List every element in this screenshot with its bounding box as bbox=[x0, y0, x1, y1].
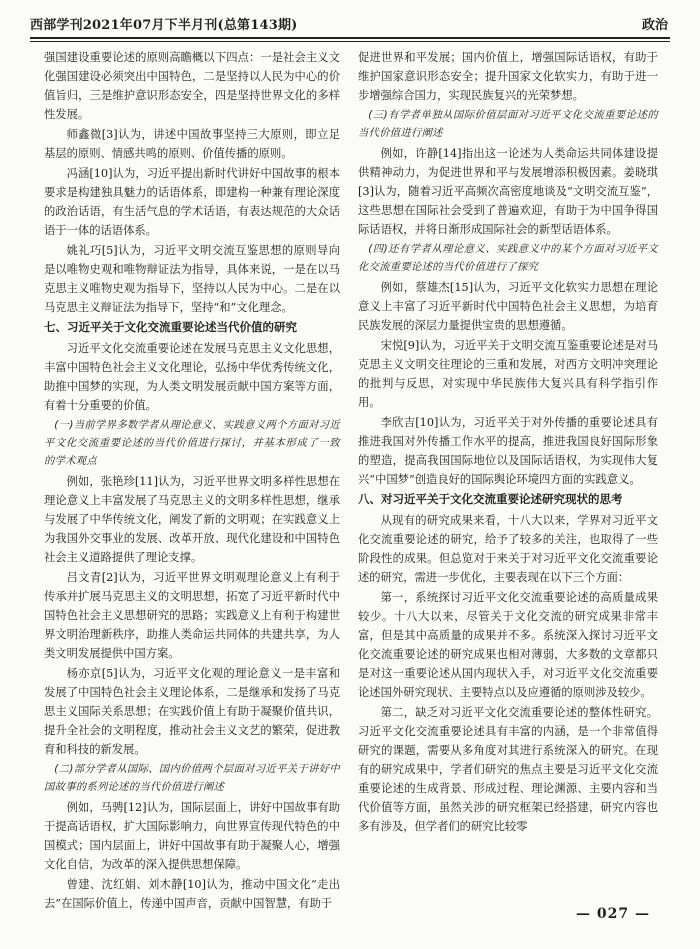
body-paragraph: 第二，缺乏对习近平文化交流重要论述的整体性研究。习近平文化交流重要论述具有丰富的内涵，是一个非常值得研究的课题，需要从多角度对其进行系统深入的研究。在现有的研究成果中，学者们研究的焦点主要是习近平文化交流重要论述的生成背景、形成过程、理论渊源、主要内容和当代价值等方面，虽然关涉的研究框架已经搭建，研究内容也多有涉及，但学者们的研究比较零 bbox=[358, 706, 658, 833]
body-paragraph: 姚礼巧[5]认为，习近平文明交流互鉴思想的原则导向是以唯物史观和唯物辩证法为指导，具体来说，一是在以马克思主义唯物史观为指导下，坚持以人民为中心。二是在以马克思主义辩证法为指导下，坚持“和”文化理念。 bbox=[44, 244, 340, 314]
subsection-heading: (二)部分学者从国际、国内价值两个层面对习近平关于讲好中国故事的系列论述的当代价值进行阐述 bbox=[44, 763, 340, 793]
body-paragraph: 吕文青[2]认为，习近平世界文明观理论意义上有利于传承并扩展马克思主义的文明思想，拓宽了习近平新时代中国特色社会主义思想研究的思路；实践意义上有利于构建世界文明治理新秩序，助推人类命运共同体的共建共享，为人类文明发展提供中国方案。 bbox=[44, 571, 340, 660]
body-paragraph: 例如，蔡雄杰[15]认为，习近平文化软实力思想在理论意义上丰富了习近平新时代中国特色社会主义思想，为培育民族发展的深层力量提供宝贵的思想遵循。 bbox=[358, 281, 658, 332]
section-heading: 七、习近平关于文化交流重要论述当代价值的研究 bbox=[44, 320, 297, 334]
body-paragraph: 例如，许静[14]指出这一论述为人类命运共同体建设提供精神动力，为促进世界和平与发展增添积极因素。姜晓琪[3]认为，随着习近平高频次高密度地谈及“文明交流互鉴”，这些思想在国际社会受到了普遍欢迎，有助于为中国争得国际话语权，并将日渐形成国际社会的新型话语体系。 bbox=[358, 147, 658, 236]
subsection-heading: (三)有学者单独从国际价值层面对习近平文化交流重要论述的当代价值进行阐述 bbox=[358, 109, 658, 139]
body-paragraph: 冯涵[10]认为，习近平提出新时代讲好中国故事的根本要求是构建独具魅力的话语体系，即建构一种兼有理论深度的政治话语，有生活气息的学术话语，有表达规范的大众话语于一体的话语体系。 bbox=[44, 167, 340, 237]
journal-issue: 2021年07月下半月刊(总第143期) bbox=[82, 18, 298, 33]
page-number: — 027 — bbox=[576, 906, 650, 922]
body-paragraph: 曾建、沈红娟、刘木静[10]认为，推动中国文化“走出去”在国际价值上，传递中国声音，贡献中国智慧，有助于 bbox=[44, 878, 340, 910]
left-column bbox=[44, 48, 340, 910]
body-paragraph: 习近平文化交流重要论述在发展马克思主义文化思想，丰富中国特色社会主义文化理论，弘扬中华优秀传统文化，助推中国梦的实现，为人类文明发展贡献中国方案等方面，有着十分重要的价值。 bbox=[44, 342, 340, 412]
journal-header-title bbox=[30, 14, 298, 33]
body-paragraph: 李欣吉[10]认为，习近平关于对外传播的重要论述具有推进我国对外传播工作水平的提高，推进我国良好国际形象的塑造，提高我国国际地位以及国际话语权，为实现伟大复兴“中国梦”创造良好的国际舆论环境四方面的实践意义。 bbox=[358, 416, 658, 486]
body-paragraph: 促进世界和平发展；国内价值上，增强国际话语权，有助于维护国家意识形态安全；提升国家文化软实力，有助于进一步增强综合国力，实现民族复兴的光荣梦想。 bbox=[358, 51, 658, 102]
header-rule-thin bbox=[30, 41, 670, 42]
journal-name: 西部学刊 bbox=[30, 18, 83, 33]
body-paragraph: 例如，张艳珍[11]认为，习近平世界文明多样性思想在理论意义上丰富发展了马克思主义的文明多样性思想，继承与发展了中华传统文化，阐发了新的文明观；在实践意义上为我国外交事业的发展、改革开放、现代化建设和中国特色社会主义道路提供了理论支撑。 bbox=[44, 475, 340, 564]
subsection-heading: (一)当前学界多数学者从理论意义、实践意义两个方面对习近平文化交流重要论述的当代价值进行探讨，并基本形成了一致的学术观点 bbox=[44, 419, 340, 467]
page-header bbox=[30, 12, 670, 36]
body-paragraph: 第一，系统探讨习近平文化交流重要论述的高质量成果较少。十八大以来，尽管关于文化交流的研究成果非常丰富，但是其中高质量的成果并不多。系统深入探讨习近平文化交流重要论述的研究成果也相对薄弱，大多数的文章都只是对这一重要论述从国内现状入手，对习近平文化交流重要论述国外研究现状、主要特点以及应遵循的原则涉及较少。 bbox=[358, 591, 658, 699]
body-paragraph: 强国建设重要论述的原则高瞻概以下四点：一是社会主义文化强国建设必须突出中国特色，二是坚持以人民为中心的价值旨归，三是维护意识形态安全，四是坚持世界文化的多样性发展。 bbox=[44, 51, 340, 121]
right-column bbox=[358, 48, 658, 903]
body-paragraph: 宋悦[9]认为，习近平关于文明交流互鉴重要论述是对马克思主义文明交往理论的三重和发展，对西方文明冲突理论的批判与反思，对实现中华民族伟大复兴具有科学指引作用。 bbox=[358, 339, 658, 409]
body-paragraph: 师鑫微[3]认为，讲述中国故事坚持三大原则，即立足基层的原则、情感共鸣的原则、价值传播的原则。 bbox=[44, 128, 340, 160]
section-heading: 八、对习近平关于文化交流重要论述研究现状的思考 bbox=[358, 492, 623, 506]
header-rule-thick bbox=[30, 37, 670, 39]
subsection-heading: (四)还有学者从理论意义、实践意义中的某个方面对习近平文化交流重要论述的当代价值进行了探究 bbox=[358, 243, 658, 273]
body-paragraph: 杨亦京[5]认为，习近平文化观的理论意义一是丰富和发展了中国特色社会主义理论体系，二是继承和发扬了马克思主义国际关系思想；在实践价值上有助于凝聚价值共识，提升全社会的文明程度，推动社会主义文艺的繁荣，促进教育和科技的新发展。 bbox=[44, 667, 340, 756]
body-paragraph: 例如，马骋[12]认为，国际层面上，讲好中国故事有助于提高话语权，扩大国际影响力，向世界宣传现代特色的中国模式；国内层面上，讲好中国故事有助于凝聚人心，增强文化自信，为改革的深入提供思想保障。 bbox=[44, 801, 340, 871]
body-paragraph: 从现有的研究成果来看，十八大以来，学界对习近平文化交流重要论述的研究，给予了较多的关注，也取得了一些阶段性的成果。但总览对于来关于对习近平文化交流重要论述的研究，需进一步优化，主要表现在以下三个方面： bbox=[358, 514, 658, 584]
section-label: 政治 bbox=[641, 18, 668, 33]
